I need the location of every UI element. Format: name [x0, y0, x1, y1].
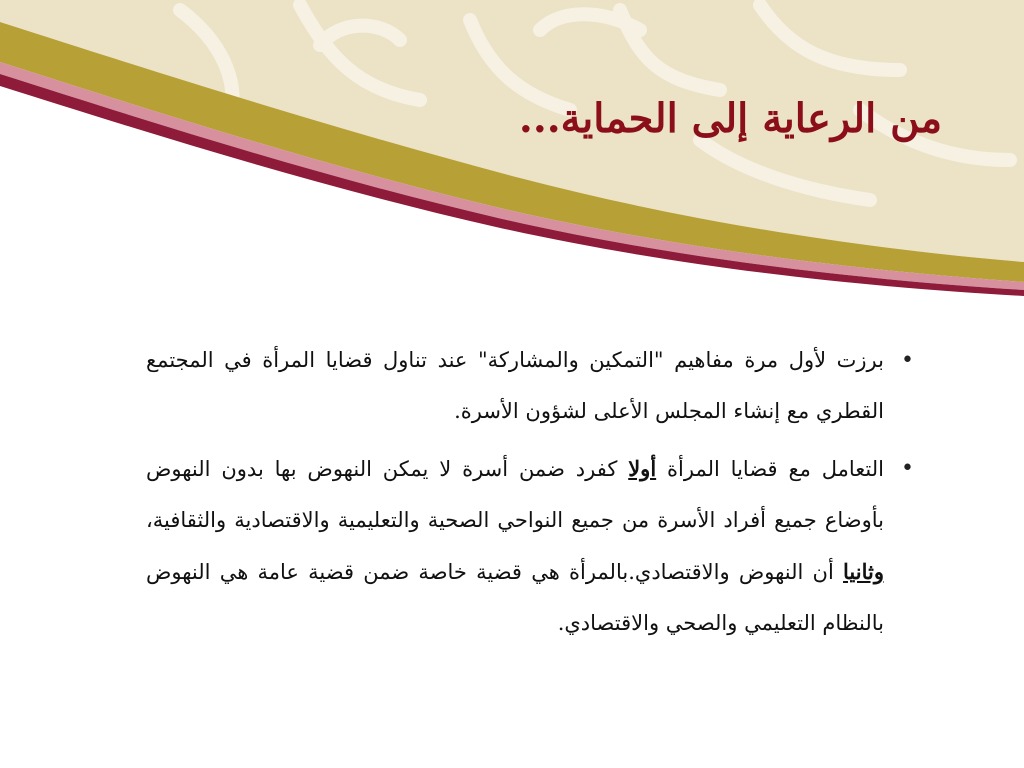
emphasis-first: أولا: [628, 456, 657, 481]
bullet-text-2-part3: أن النهوض والاقتصادي.بالمرأة هي قضية خاصة ضمن قضية عامة هي النهوض بالنظام التعليمي والصحي والاقتصادي.: [146, 560, 884, 635]
emphasis-second: وثانيا: [843, 559, 884, 584]
bullet-item-1: [146, 335, 914, 437]
bullet-text-2-part1: التعامل مع قضايا المرأة: [656, 457, 884, 481]
decorative-banner: [0, 0, 1024, 300]
slide-title: من الرعاية إلى الحماية...: [518, 95, 942, 142]
bullet-text-1: برزت لأول مرة مفاهيم "التمكين والمشاركة" عند تناول قضايا المرأة في المجتمع القطري مع إنشاء المجلس الأعلى لشؤون الأسرة.: [146, 348, 884, 423]
bullet-list: [146, 335, 914, 655]
bullet-icon: •: [901, 456, 914, 481]
bullet-text-2-part2: كفرد ضمن أسرة لا يمكن النهوض بها بدون النهوض بأوضاع جميع أفراد الأسرة من جميع النواحي الصحية والتعليمية والاقتصادية والثقافية،: [146, 457, 884, 532]
bullet-icon: •: [901, 348, 914, 373]
bullet-item-2: [146, 443, 914, 649]
